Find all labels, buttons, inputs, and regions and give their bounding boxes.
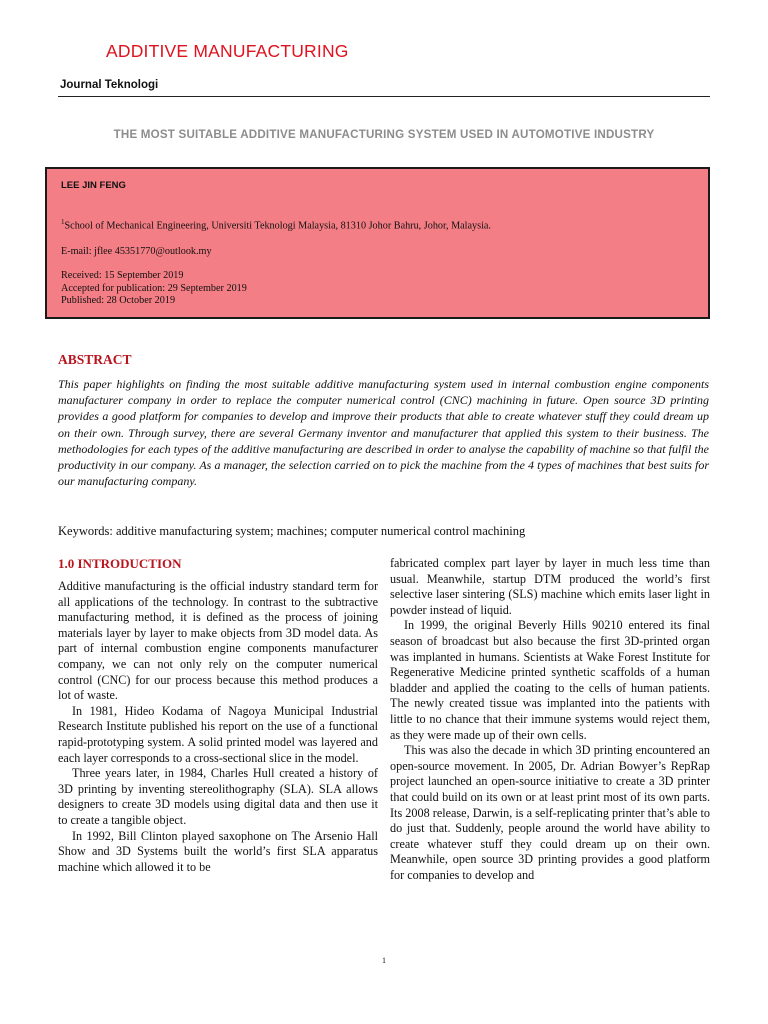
received-date: Received: 15 September 2019 — [61, 270, 184, 281]
paragraph: fabricated complex part layer by layer in much less time than usual. Meanwhile, startup DTM produced the world’s first selective laser sintering (SLS) machine which emits laser light in powder instead of liquid. — [390, 556, 710, 617]
affiliation-text: School of Mechanical Engineering, Universiti Teknologi Malaysia, 81310 Johor Bahru, Johor, Malaysia. — [64, 220, 491, 232]
paper-title: THE MOST SUITABLE ADDITIVE MANUFACTURING SYSTEM USED IN AUTOMOTIVE INDUSTRY — [113, 128, 655, 141]
publication-dates — [61, 270, 247, 308]
paragraph: In 1992, Bill Clinton played saxophone on The Arsenio Hall Show and 3D Systems built the world’s first SLA apparatus machine which allowed it to be — [58, 828, 378, 874]
paragraph: In 1999, the original Beverly Hills 90210 entered its final season of broadcast but also because the first 3D-printed organ was implanted in humans. Scientists at Wake Forest Institute for Regenerative Medicine printed synthetic scaffolds of a human bladder and applied the coating to the cells of human patients. The newly created tissue was implanted into the patients with little to no chance that their immune systems would reject them, as they were made up of their own cells. — [390, 618, 710, 742]
paragraph: Additive manufacturing is the official industry standard term for all applications of the technology. In contrast to the subtractive manufacturing method, it is defined as the process of joining materials layer by layer to make objects from 3D model data. As part of internal combustion engine components manufacturer company, we can not only rely on the computer numerical control (CNC) for our process because this method produces a lot of waste. — [58, 579, 378, 703]
body-column-right — [390, 556, 710, 883]
author-info-box — [45, 167, 710, 319]
affiliation-superscript: 1 — [61, 218, 65, 226]
author-email: E-mail: jflee 45351770@outlook.my — [61, 246, 212, 257]
accepted-date: Accepted for publication: 29 September 2019 — [61, 282, 247, 294]
keywords-line: Keywords: additive manufacturing system; machines; computer numerical control machining — [58, 524, 526, 538]
paragraph: In 1981, Hideo Kodama of Nagoya Municipal Industrial Research Institute published his report on the use of a functional rapid-prototyping system. A solid printed model was layered and each layer corresponds to a cross-sectional slice in the model. — [58, 703, 378, 765]
journal-name: Journal Teknologi — [60, 79, 159, 91]
published-date: Published: 28 October 2019 — [61, 295, 176, 306]
abstract-heading: ABSTRACT — [58, 352, 132, 367]
abstract-text: This paper highlights on finding the most suitable additive manufacturing system used in internal combustion engine components manufacturer company in order to replace the computer numerical control (CNC) machining in future. Open source 3D printing provides a good platform for companies to develop and improve their products that able to create whatever stuff they could dream up on their own. Through survey, there are several Germany inventor and manufacturer that applied this system to their business. The methodologies for each types of the additive manufacturing are described in order to analyse the capability of machine so that fulfil the productivity in our company. As a manager, the selection carried on to pick the machine from the 4 types of machines that best suits for our manufacturing company. — [58, 377, 709, 489]
running-header-title: ADDITIVE MANUFACTURING — [106, 41, 349, 61]
author-affiliation — [61, 218, 491, 231]
author-name: LEE JIN FENG — [61, 180, 126, 191]
page-number: 1 — [382, 956, 386, 965]
header-rule — [58, 96, 710, 97]
section-heading-introduction: 1.0 INTRODUCTION — [58, 556, 182, 571]
paragraph: This was also the decade in which 3D printing encountered an open-source movement. In 2005, Dr. Adrian Bowyer’s RepRap project launched an open-source initiative to create a 3D printer that could build on its own or at least print most of its own parts. Its 2008 release, Darwin, is a self-replicating printer that’s able to do just that. Suddenly, people around the world have ability to create whatever stuff they could dream up on their own. Meanwhile, open source 3D printing provides a good platform for companies to develop and — [390, 743, 710, 882]
paragraph: Three years later, in 1984, Charles Hull created a history of 3D printing by inventing stereolithography (SLA). SLA allows designers to create 3D models using digital data and then use it to create a tangible object. — [58, 766, 378, 827]
body-column-left — [58, 556, 378, 875]
